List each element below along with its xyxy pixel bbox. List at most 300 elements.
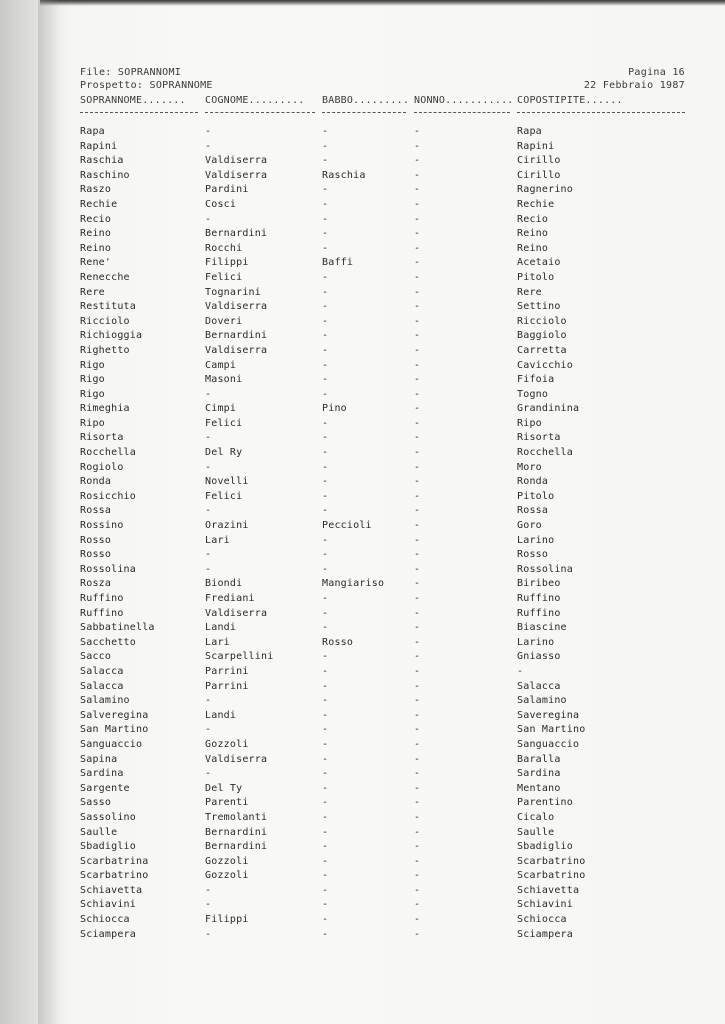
cell-copostipite: Grandinina <box>517 403 580 415</box>
cell-copostipite: Parentino <box>517 797 573 809</box>
cell-nonno: - <box>414 841 421 853</box>
table-row <box>0 389 725 404</box>
cell-soprannome: Sardina <box>80 768 124 780</box>
cell-cognome: Parrini <box>205 665 249 677</box>
cell-copostipite: Larino <box>517 534 555 546</box>
cell-babbo: - <box>322 841 329 853</box>
cell-cognome: - <box>205 695 212 707</box>
cell-copostipite: Risorta <box>517 432 561 444</box>
table-row <box>0 170 725 185</box>
cell-nonno: - <box>414 768 421 780</box>
cell-soprannome: Salacca <box>80 680 124 692</box>
cell-babbo: - <box>322 709 329 721</box>
cell-soprannome: Ronda <box>80 476 112 488</box>
table-row <box>0 681 725 696</box>
cell-soprannome: Rosso <box>80 549 112 561</box>
cell-copostipite: Carretta <box>517 344 567 356</box>
cell-copostipite: Rere <box>517 286 542 298</box>
cell-babbo: - <box>322 198 329 210</box>
cell-nonno: - <box>414 636 421 648</box>
cell-copostipite: Scarbatrino <box>517 870 586 882</box>
cell-nonno: - <box>414 315 421 327</box>
cell-soprannome: Sacco <box>80 651 112 663</box>
cell-copostipite: Ripo <box>517 417 542 429</box>
cell-soprannome: Rene' <box>80 257 112 269</box>
cell-soprannome: Salveregina <box>80 709 149 721</box>
cell-cognome: Landi <box>205 622 237 634</box>
cell-babbo: - <box>322 461 329 473</box>
cell-cognome: Frediani <box>205 593 255 604</box>
cell-babbo: - <box>322 476 329 488</box>
table-row <box>0 827 725 842</box>
cell-babbo: - <box>322 155 329 167</box>
table-row <box>0 593 725 608</box>
cell-copostipite: Baralla <box>517 753 561 765</box>
cell-soprannome: Rossa <box>80 505 112 517</box>
cell-soprannome: Sapina <box>80 753 118 765</box>
cell-babbo: - <box>322 388 329 400</box>
cell-nonno: - <box>414 403 421 415</box>
cell-babbo: - <box>322 374 329 386</box>
cell-soprannome: Ripo <box>80 417 105 429</box>
cell-soprannome: Sasso <box>80 797 112 809</box>
cell-babbo: - <box>322 680 329 692</box>
column-header-copostipite: COPOSTIPITE...... <box>517 95 623 106</box>
table-row <box>0 155 725 170</box>
cell-nonno: - <box>414 417 421 429</box>
cell-nonno: - <box>414 811 421 823</box>
cell-soprannome: Rossino <box>80 520 124 532</box>
cell-cognome: Valdiserra <box>205 301 268 313</box>
cell-soprannome: Rapa <box>80 126 105 137</box>
cell-cognome: Valdiserra <box>205 155 268 167</box>
cell-copostipite: Saveregina <box>517 709 580 721</box>
table-row <box>0 622 725 637</box>
table-row <box>0 535 725 550</box>
cell-soprannome: Scarbatrino <box>80 870 149 882</box>
cell-copostipite: Goro <box>517 520 542 532</box>
nickname-table <box>0 126 725 943</box>
cell-babbo: - <box>322 884 329 896</box>
header-rule-1 <box>80 112 198 113</box>
cell-soprannome: Rimeghia <box>80 403 130 415</box>
cell-nonno: - <box>414 826 421 838</box>
table-row <box>0 199 725 214</box>
cell-copostipite: Mentano <box>517 782 561 794</box>
cell-babbo: - <box>322 695 329 707</box>
cell-cognome: Cosci <box>205 198 237 210</box>
cell-copostipite: Cicalo <box>517 811 555 823</box>
cell-copostipite: Pitolo <box>517 271 555 283</box>
cell-cognome: Pardini <box>205 184 249 196</box>
cell-copostipite: Fifoia <box>517 374 555 386</box>
cell-babbo: - <box>322 593 329 604</box>
table-row <box>0 243 725 258</box>
cell-nonno: - <box>414 388 421 400</box>
cell-nonno: - <box>414 797 421 809</box>
cell-copostipite: Schiavini <box>517 899 573 911</box>
cell-soprannome: Salacca <box>80 665 124 677</box>
cell-cognome: - <box>205 549 212 561</box>
cell-copostipite: Sanguaccio <box>517 738 580 750</box>
cell-copostipite: Rossolina <box>517 563 573 575</box>
cell-babbo: Baffi <box>322 257 354 269</box>
cell-babbo: - <box>322 855 329 867</box>
cell-soprannome: Rogiolo <box>80 461 124 473</box>
cell-nonno: - <box>414 257 421 269</box>
cell-cognome: Gozzoli <box>205 855 249 867</box>
table-row <box>0 637 725 652</box>
cell-babbo: - <box>322 928 329 940</box>
cell-soprannome: Schiocca <box>80 914 130 926</box>
table-row <box>0 126 725 141</box>
cell-copostipite: Salamino <box>517 695 567 707</box>
cell-soprannome: Reino <box>80 242 112 254</box>
cell-cognome: Rocchi <box>205 242 243 254</box>
cell-cognome: Filippi <box>205 914 249 926</box>
cell-soprannome: Sanguaccio <box>80 738 143 750</box>
cell-babbo: - <box>322 724 329 736</box>
cell-copostipite: Acetaio <box>517 257 561 269</box>
cell-cognome: - <box>205 899 212 911</box>
table-row <box>0 549 725 564</box>
cell-nonno: - <box>414 505 421 517</box>
cell-babbo: - <box>322 359 329 371</box>
cell-babbo: - <box>322 534 329 546</box>
table-row <box>0 754 725 769</box>
cell-copostipite: Ruffino <box>517 593 561 604</box>
header-rule-5 <box>517 112 685 113</box>
table-row <box>0 520 725 535</box>
cell-nonno: - <box>414 155 421 167</box>
cell-cognome: Lari <box>205 534 230 546</box>
cell-soprannome: Recio <box>80 213 112 225</box>
report-date: 22 Febbraio 1987 <box>583 80 685 91</box>
cell-cognome: Parenti <box>205 797 249 809</box>
cell-cognome: - <box>205 126 212 137</box>
cell-copostipite: Biascine <box>517 622 567 634</box>
cell-nonno: - <box>414 534 421 546</box>
cell-babbo: - <box>322 286 329 298</box>
cell-copostipite: San Martino <box>517 724 586 736</box>
cell-cognome: Cimpi <box>205 403 237 415</box>
cell-babbo: Pino <box>322 403 347 415</box>
column-header-cognome: COGNOME......... <box>205 95 305 106</box>
cell-nonno: - <box>414 213 421 225</box>
cell-cognome: Gozzoli <box>205 870 249 882</box>
cell-soprannome: Schiavetta <box>80 884 143 896</box>
cell-nonno: - <box>414 198 421 210</box>
cell-babbo: - <box>322 330 329 342</box>
cell-nonno: - <box>414 476 421 488</box>
cell-babbo: - <box>322 899 329 911</box>
cell-copostipite: Schiocca <box>517 914 567 926</box>
cell-soprannome: Ricciolo <box>80 315 130 327</box>
table-row <box>0 564 725 579</box>
table-row <box>0 914 725 929</box>
cell-nonno: - <box>414 899 421 911</box>
cell-babbo: - <box>322 315 329 327</box>
cell-babbo: - <box>322 228 329 240</box>
cell-nonno: - <box>414 855 421 867</box>
cell-nonno: - <box>414 140 421 152</box>
cell-cognome: Bernardini <box>205 330 268 342</box>
cell-soprannome: Sassolino <box>80 811 136 823</box>
cell-babbo: - <box>322 738 329 750</box>
cell-nonno: - <box>414 344 421 356</box>
table-row <box>0 768 725 783</box>
cell-cognome: Felici <box>205 417 243 429</box>
cell-nonno: - <box>414 286 421 298</box>
cell-babbo: - <box>322 213 329 225</box>
table-row <box>0 885 725 900</box>
cell-cognome: Novelli <box>205 476 249 488</box>
page-top-edge <box>40 0 725 6</box>
cell-copostipite: Ronda <box>517 476 549 488</box>
cell-cognome: Biondi <box>205 578 243 590</box>
table-row <box>0 360 725 375</box>
cell-babbo: - <box>322 811 329 823</box>
cell-babbo: - <box>322 665 329 677</box>
header-rule-3 <box>322 112 406 113</box>
cell-cognome: Scarpellini <box>205 651 274 663</box>
file-line: File: SOPRANNOMI <box>80 67 182 78</box>
cell-copostipite: Cirillo <box>517 155 561 167</box>
cell-nonno: - <box>414 680 421 692</box>
table-row <box>0 929 725 944</box>
cell-nonno: - <box>414 724 421 736</box>
table-row <box>0 330 725 345</box>
cell-soprannome: San Martino <box>80 724 149 736</box>
table-row <box>0 797 725 812</box>
cell-babbo: - <box>322 417 329 429</box>
cell-copostipite: Settino <box>517 301 561 313</box>
cell-babbo: - <box>322 622 329 634</box>
cell-soprannome: Schiavini <box>80 899 136 911</box>
cell-nonno: - <box>414 228 421 240</box>
cell-soprannome: Rigo <box>80 374 105 386</box>
cell-cognome: Valdiserra <box>205 344 268 356</box>
cell-soprannome: Restituta <box>80 301 136 313</box>
cell-babbo: - <box>322 271 329 283</box>
table-row <box>0 272 725 287</box>
table-row <box>0 214 725 229</box>
cell-copostipite: Saulle <box>517 826 555 838</box>
table-row <box>0 505 725 520</box>
table-row <box>0 695 725 710</box>
cell-nonno: - <box>414 490 421 502</box>
table-row <box>0 345 725 360</box>
cell-copostipite: Togno <box>517 388 549 400</box>
cell-cognome: Del Ry <box>205 447 243 459</box>
cell-babbo: - <box>322 782 329 794</box>
cell-babbo: - <box>322 753 329 765</box>
cell-babbo: - <box>322 140 329 152</box>
cell-cognome: Valdiserra <box>205 169 268 181</box>
cell-soprannome: Scarbatrina <box>80 855 149 867</box>
cell-soprannome: Sbadiglio <box>80 841 136 853</box>
cell-soprannome: Raschino <box>80 169 130 181</box>
cell-cognome: Valdiserra <box>205 753 268 765</box>
cell-cognome: Bernardini <box>205 228 268 240</box>
table-row <box>0 651 725 666</box>
cell-copostipite: Sardina <box>517 768 561 780</box>
cell-soprannome: Salamino <box>80 695 130 707</box>
cell-nonno: - <box>414 914 421 926</box>
cell-cognome: - <box>205 432 212 444</box>
cell-soprannome: Ruffino <box>80 607 124 619</box>
cell-cognome: - <box>205 140 212 152</box>
table-row <box>0 724 725 739</box>
cell-nonno: - <box>414 593 421 604</box>
cell-babbo: Peccioli <box>322 520 372 532</box>
cell-nonno: - <box>414 126 421 137</box>
cell-nonno: - <box>414 651 421 663</box>
cell-copostipite: Rapa <box>517 126 542 137</box>
cell-cognome: Gozzoli <box>205 738 249 750</box>
cell-nonno: - <box>414 432 421 444</box>
cell-cognome: Filippi <box>205 257 249 269</box>
cell-copostipite: Cavicchio <box>517 359 573 371</box>
table-row <box>0 462 725 477</box>
cell-nonno: - <box>414 870 421 882</box>
cell-babbo: - <box>322 607 329 619</box>
cell-cognome: - <box>205 388 212 400</box>
cell-nonno: - <box>414 359 421 371</box>
cell-cognome: Orazini <box>205 520 249 532</box>
cell-soprannome: Ruffino <box>80 593 124 604</box>
cell-soprannome: Rosza <box>80 578 112 590</box>
cell-nonno: - <box>414 578 421 590</box>
cell-nonno: - <box>414 607 421 619</box>
cell-soprannome: Rosso <box>80 534 112 546</box>
cell-cognome: - <box>205 461 212 473</box>
cell-cognome: Landi <box>205 709 237 721</box>
cell-cognome: - <box>205 213 212 225</box>
cell-babbo: - <box>322 184 329 196</box>
header-rule-4 <box>414 112 510 113</box>
cell-soprannome: Sabbatinella <box>80 622 155 634</box>
cell-soprannome: Rapini <box>80 140 118 152</box>
table-row <box>0 184 725 199</box>
cell-copostipite: Rosso <box>517 549 549 561</box>
cell-cognome: Tognarini <box>205 286 261 298</box>
table-row <box>0 141 725 156</box>
cell-babbo: - <box>322 301 329 313</box>
cell-copostipite: Sciampera <box>517 928 573 940</box>
cell-babbo: - <box>322 826 329 838</box>
cell-nonno: - <box>414 374 421 386</box>
header-rule-2 <box>205 112 315 113</box>
cell-cognome: - <box>205 768 212 780</box>
cell-soprannome: Renecche <box>80 271 130 283</box>
table-row <box>0 491 725 506</box>
table-row <box>0 301 725 316</box>
cell-nonno: - <box>414 301 421 313</box>
cell-nonno: - <box>414 242 421 254</box>
cell-babbo: - <box>322 914 329 926</box>
cell-soprannome: Rossolina <box>80 563 136 575</box>
table-row <box>0 812 725 827</box>
cell-soprannome: Sargente <box>80 782 130 794</box>
cell-babbo: - <box>322 651 329 663</box>
cell-copostipite: - <box>517 665 524 677</box>
report-header <box>80 66 213 92</box>
table-row <box>0 432 725 447</box>
page-number: Pagina 16 <box>628 67 685 78</box>
cell-babbo: - <box>322 490 329 502</box>
cell-cognome: Bernardini <box>205 826 268 838</box>
table-row <box>0 418 725 433</box>
table-row <box>0 710 725 725</box>
column-header-babbo: BABBO......... <box>322 95 410 106</box>
cell-copostipite: Sbadiglio <box>517 841 573 853</box>
table-row <box>0 856 725 871</box>
cell-babbo: - <box>322 870 329 882</box>
cell-soprannome: Rocchella <box>80 447 136 459</box>
cell-babbo: - <box>322 549 329 561</box>
cell-cognome: - <box>205 928 212 940</box>
cell-soprannome: Richioggia <box>80 330 143 342</box>
cell-babbo: - <box>322 797 329 809</box>
cell-copostipite: Salacca <box>517 680 561 692</box>
cell-babbo: Mangiariso <box>322 578 385 590</box>
cell-nonno: - <box>414 184 421 196</box>
cell-copostipite: Baggiolo <box>517 330 567 342</box>
table-row <box>0 841 725 856</box>
cell-soprannome: Rosicchio <box>80 490 136 502</box>
table-row <box>0 666 725 681</box>
cell-babbo: - <box>322 505 329 517</box>
prospetto-line: Prospetto: SOPRANNOME <box>80 80 213 91</box>
cell-nonno: - <box>414 738 421 750</box>
cell-copostipite: Moro <box>517 461 542 473</box>
cell-cognome: Parrini <box>205 680 249 692</box>
cell-nonno: - <box>414 447 421 459</box>
cell-soprannome: Rere <box>80 286 105 298</box>
cell-cognome: Felici <box>205 490 243 502</box>
cell-nonno: - <box>414 928 421 940</box>
cell-soprannome: Raschia <box>80 155 124 167</box>
cell-babbo: Raschia <box>322 169 366 181</box>
table-row <box>0 228 725 243</box>
cell-copostipite: Rapini <box>517 140 555 152</box>
cell-babbo: - <box>322 242 329 254</box>
cell-cognome: Valdiserra <box>205 607 268 619</box>
cell-nonno: - <box>414 169 421 181</box>
table-row <box>0 374 725 389</box>
cell-nonno: - <box>414 622 421 634</box>
cell-cognome: Felici <box>205 271 243 283</box>
column-header-nonno: NONNO........... <box>414 95 514 106</box>
cell-babbo: - <box>322 126 329 137</box>
cell-copostipite: Biribeo <box>517 578 561 590</box>
cell-cognome: Tremolanti <box>205 811 268 823</box>
cell-cognome: Masoni <box>205 374 243 386</box>
cell-cognome: - <box>205 505 212 517</box>
cell-cognome: - <box>205 884 212 896</box>
table-row <box>0 257 725 272</box>
cell-copostipite: Rossa <box>517 505 549 517</box>
cell-nonno: - <box>414 271 421 283</box>
cell-cognome: Doveri <box>205 315 243 327</box>
cell-copostipite: Ragnerino <box>517 184 573 196</box>
cell-babbo: - <box>322 432 329 444</box>
table-row <box>0 608 725 623</box>
cell-copostipite: Reino <box>517 242 549 254</box>
table-row <box>0 447 725 462</box>
cell-babbo: - <box>322 563 329 575</box>
